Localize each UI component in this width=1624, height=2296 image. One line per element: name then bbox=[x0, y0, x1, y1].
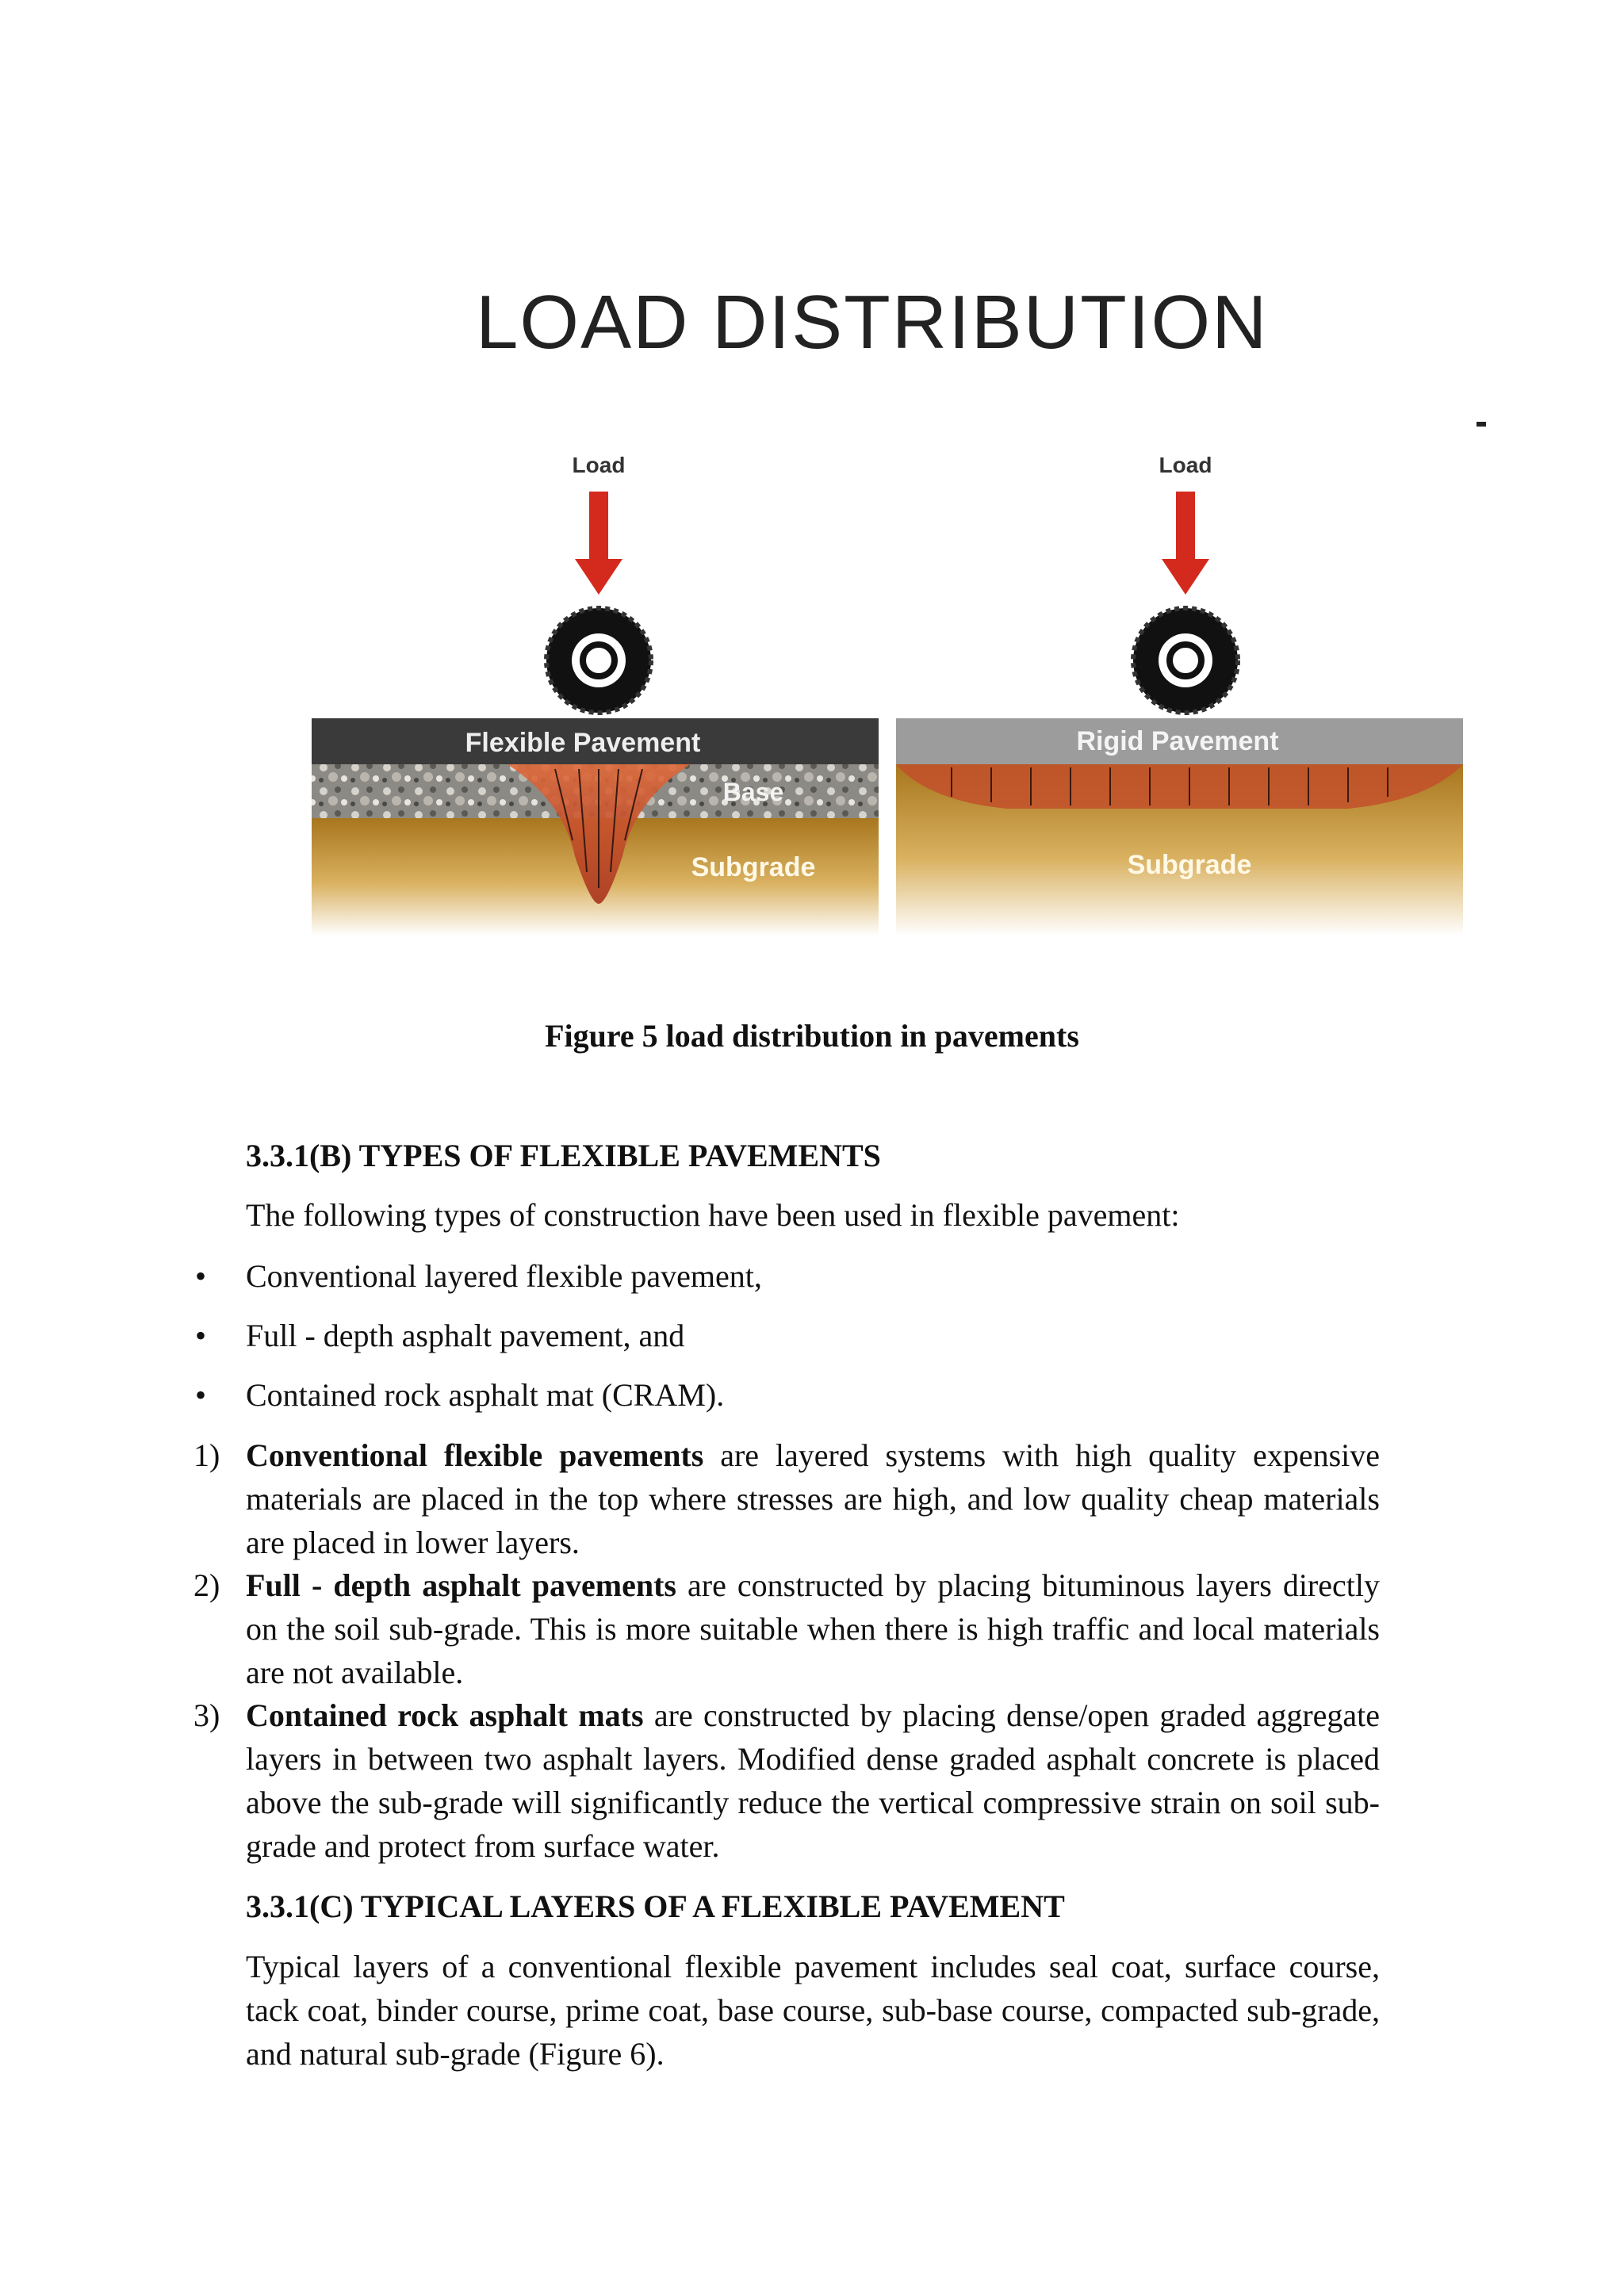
item-term: Conventional flexible pavements bbox=[246, 1437, 704, 1473]
section-b-heading: 3.3.1(B) TYPES OF FLEXIBLE PAVEMENTS bbox=[246, 1138, 881, 1173]
item-text: are constructed by placing dense/open graded aggregate layers in between two asphalt layers. Modified dense graded asphalt concrete is placed above the sub-grade will significantly reduce the vertical compressive strain on soil sub-grade and protect from surface water. bbox=[246, 1697, 1381, 1864]
item-text: are constructed by placing bituminous layers directly on the soil sub-grade. This is more suitable when there is high traffic and local materials are not available. bbox=[246, 1567, 1380, 1690]
section-c-heading: 3.3.1(C) TYPICAL LAYERS OF A FLEXIBLE PAVEMENT bbox=[246, 1888, 1065, 1924]
list-number: 1) bbox=[193, 1437, 220, 1473]
left-tire-icon bbox=[546, 608, 651, 713]
list-number: 2) bbox=[193, 1567, 220, 1603]
right-load-label: Load bbox=[1159, 453, 1212, 477]
right-load-arrow bbox=[1162, 492, 1209, 595]
base-label: Base bbox=[722, 778, 784, 806]
left-subgrade-label: Subgrade bbox=[691, 852, 816, 882]
section-b-intro: The following types of construction have been used in flexible pavement: bbox=[246, 1197, 1180, 1233]
numbered-item bbox=[246, 1693, 1380, 1868]
numbered-item bbox=[246, 1563, 1380, 1694]
rigid-pavement-panel bbox=[896, 453, 1463, 936]
flexible-pavement-label: Flexible Pavement bbox=[465, 728, 701, 758]
list-item: Contained rock asphalt mat (CRAM). bbox=[246, 1377, 725, 1413]
figure-title: LOAD DISTRIBUTION bbox=[476, 280, 1269, 365]
stray-mark bbox=[1477, 422, 1486, 427]
rigid-stress-zone bbox=[896, 764, 1463, 809]
rigid-pavement-label: Rigid Pavement bbox=[1076, 726, 1279, 756]
numbered-item bbox=[246, 1433, 1380, 1564]
right-tire-icon bbox=[1133, 608, 1238, 713]
left-load-arrow bbox=[575, 492, 622, 595]
item-term: Full - depth asphalt pavements bbox=[246, 1567, 676, 1603]
figure-caption: Figure 5 load distribution in pavements bbox=[545, 1018, 1079, 1054]
list-item: Full - depth asphalt pavement, and bbox=[246, 1318, 685, 1353]
list-item: Conventional layered flexible pavement, bbox=[246, 1258, 762, 1294]
load-distribution-figure bbox=[0, 0, 1624, 975]
left-load-label: Load bbox=[572, 453, 626, 477]
right-subgrade-label: Subgrade bbox=[1127, 850, 1252, 880]
item-term: Contained rock asphalt mats bbox=[246, 1697, 644, 1733]
item-text: are layered systems with high quality expensive materials are placed in the top where stresses are high, and low quality cheap materials are placed in lower layers. bbox=[246, 1437, 1381, 1560]
list-number: 3) bbox=[193, 1697, 220, 1733]
flexible-pavement-panel bbox=[312, 453, 879, 936]
section-c-paragraph: Typical layers of a conventional flexible pavement includes seal coat, surface course, tack coat, binder course, prime coat, base course, sub-base course, compacted sub-grade, and natural sub-grade (Figure 6). bbox=[246, 1949, 1380, 2072]
